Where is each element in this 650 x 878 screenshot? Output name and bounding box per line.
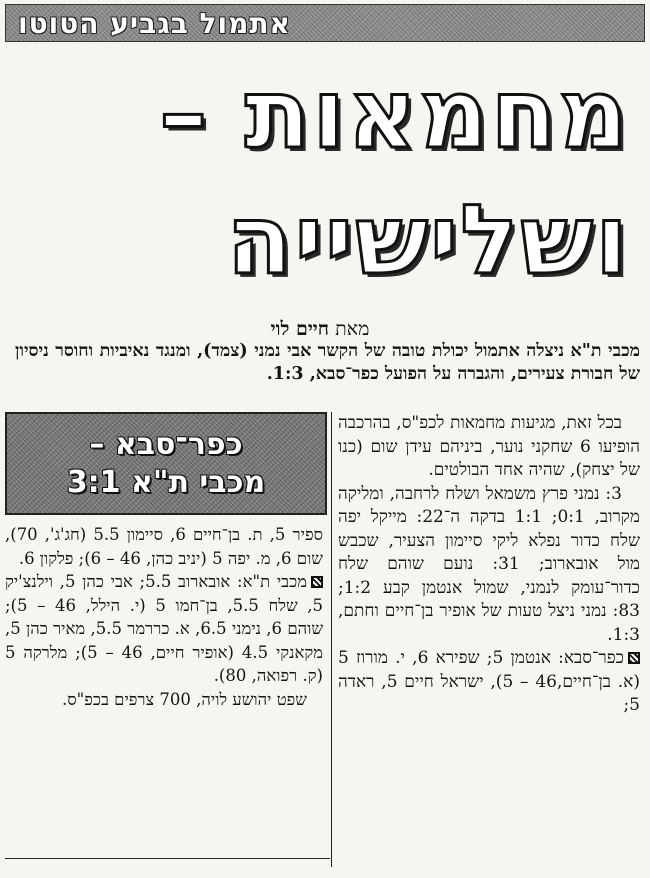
lineup-paragraph-1: ספיר 5, ת. בן־חיים 6, סיימון 5.5 (חג'ג', 70), שום 6, מ. יפה 5 (יניב כהן, 46 – 6); פלקון 6. bbox=[5, 525, 323, 568]
section-marker-icon bbox=[311, 576, 323, 588]
score-box-line-1: כפר־סבא – bbox=[89, 426, 243, 462]
lead-paragraph: מכבי ת"א ניצלה אתמול יכולת טובה של הקשר אבי נמני (צמד), ומנגד נאיביות וחוסר ניסיון של חבורת צעירים, והגברה על הפועל כפר־סבא, 1:3. bbox=[15, 341, 640, 384]
lineup-text bbox=[5, 523, 327, 711]
score-box-line-2: מכבי ת"א 3:1 bbox=[66, 464, 266, 500]
body-paragraph-3-text: כפר־סבא: אנטמן 5; שפירא 6, י. מורוז 5 (א. בן־חיים,46 – 5), ישראל חיים 5, ראדה 5; bbox=[338, 648, 640, 715]
score-box bbox=[5, 412, 327, 515]
byline-prefix: מאת bbox=[335, 318, 370, 340]
body-paragraph-2: 3: נמני פרץ משמאל ושלח לרחבה, ומליקה מקרוב, 0:1; 1:1 בדקה ה־22: מייקל יפה שלח כדור נפלא ליקי סיימון הצעיר, שכבש מול אובארוב; 31: נועם שוהם שלח כדור־עומק לנמני, שמול אנטמן קבע 1:2; 83: נמני ניצל טעות של אופיר בן־חיים וחתם, 1:3. bbox=[338, 483, 640, 645]
lineup-paragraph-2 bbox=[5, 570, 323, 688]
headline-line-2: ושלישייה bbox=[226, 184, 630, 296]
section-kicker bbox=[5, 4, 645, 42]
article-body-column bbox=[338, 412, 640, 718]
byline-author: חיים לוי bbox=[270, 318, 330, 340]
column-divider bbox=[331, 412, 332, 867]
lineup-paragraph-2-text: מכבי ת"א: אובארוב 5.5; אבי כהן 5, וילנצ'יק 5, שלח 5.5, בן־חמו 5 (י. הילל, 46 – 5); שוהם 6, נימני 6.5, א. כררמר 5.5, מאיר כהן 5, מקאנקי 4.5 (אופיר חיים, 46 – 5); מלרקה 5 (ק. רפואה, 80). bbox=[5, 572, 324, 685]
section-marker-icon bbox=[628, 652, 640, 664]
byline bbox=[240, 318, 400, 340]
headline-line-1: מחמאות – bbox=[159, 58, 630, 170]
body-paragraph-1: בכל זאת, מגיעות מחמאות לכפ"ס, בהרכבה הופיעו 6 שחקני נוער, ביניהם עידן שום (כנו של יצחק), שהיה אחד הבולטים. bbox=[338, 413, 640, 480]
kicker-text: אתמול בגביע הטוטו bbox=[18, 6, 291, 40]
bottom-rule bbox=[5, 858, 330, 859]
lineup-column bbox=[5, 412, 327, 711]
lineup-paragraph-3: שפט יהושע לויה, 700 צרפים בכפ"ס. bbox=[62, 689, 307, 709]
body-paragraph-3 bbox=[338, 647, 640, 718]
